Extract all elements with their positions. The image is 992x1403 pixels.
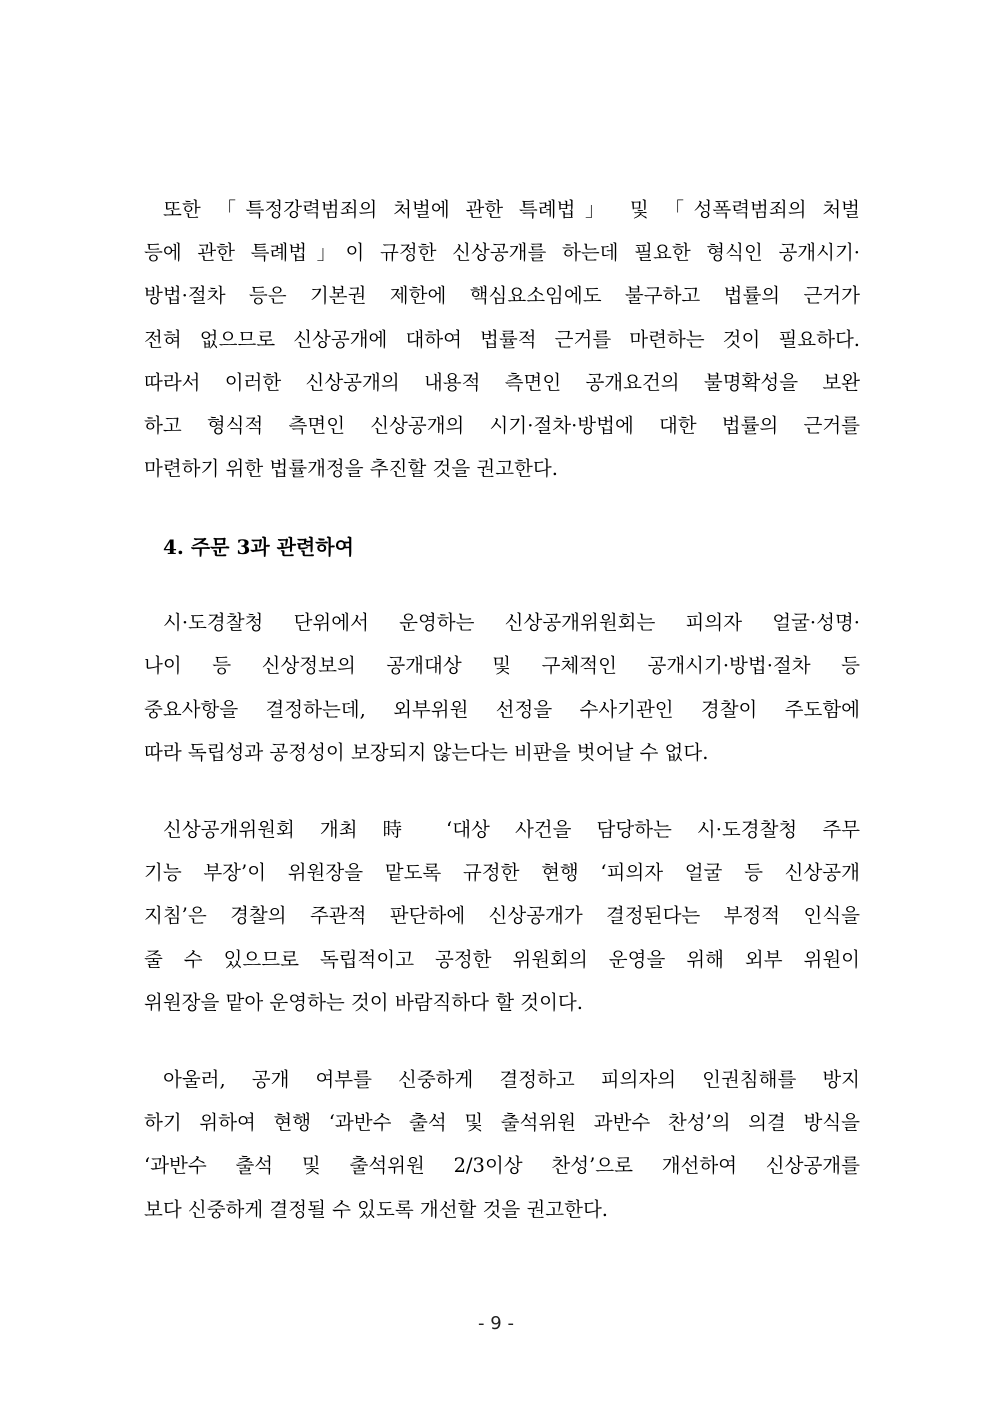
paragraph-line: 방법·절차 등은 기본권 제한에 핵심요소임에도 불구하고 법률의 근거가 <box>144 284 860 307</box>
paragraph-line: 아울러, 공개 여부를 신중하게 결정하고 피의자의 인권침해를 방지 <box>163 1068 860 1091</box>
section-heading: 4. 주문 3과 관련하여 <box>163 535 354 559</box>
paragraph-line: 신상공개위원회 개최 時 ‘대상 사건을 담당하는 시·도경찰청 주무 <box>163 818 860 841</box>
paragraph-line: 마련하기 위한 법률개정을 추진할 것을 권고한다. <box>144 457 558 480</box>
paragraph-line: 전혀 없으므로 신상공개에 대하여 법률적 근거를 마련하는 것이 필요하다. <box>144 328 860 351</box>
paragraph-line: 보다 신중하게 결정될 수 있도록 개선할 것을 권고한다. <box>144 1198 609 1221</box>
page-number: - 9 - <box>478 1313 514 1334</box>
paragraph-line: 줄 수 있으므로 독립적이고 공정한 위원회의 운영을 위해 외부 위원이 <box>144 948 860 971</box>
paragraph-line: 중요사항을 결정하는데, 외부위원 선정을 수사기관인 경찰이 주도함에 <box>144 698 860 721</box>
paragraph-line: 따라 독립성과 공정성이 보장되지 않는다는 비판을 벗어날 수 없다. <box>144 741 709 764</box>
paragraph-line: 하고 형식적 측면인 신상공개의 시기·절차·방법에 대한 법률의 근거를 <box>144 414 860 437</box>
paragraph-line: 또한 「특정강력범죄의 처벌에 관한 특례법」 및 「성폭력범죄의 처벌 <box>163 198 860 221</box>
paragraph-line: 시·도경찰청 단위에서 운영하는 신상공개위원회는 피의자 얼굴·성명· <box>163 611 860 634</box>
paragraph-line: 따라서 이러한 신상공개의 내용적 측면인 공개요건의 불명확성을 보완 <box>144 371 860 394</box>
paragraph-line: 기능 부장’이 위원장을 맡도록 규정한 현행 ‘피의자 얼굴 등 신상공개 <box>144 861 860 884</box>
paragraph-line: ‘과반수 출석 및 출석위원 2/3이상 찬성’으로 개선하여 신상공개를 <box>144 1154 860 1177</box>
paragraph-line: 지침’은 경찰의 주관적 판단하에 신상공개가 결정된다는 부정적 인식을 <box>144 904 860 927</box>
paragraph-line: 위원장을 맡아 운영하는 것이 바람직하다 할 것이다. <box>144 991 583 1014</box>
paragraph-line: 등에 관한 특례법」이 규정한 신상공개를 하는데 필요한 형식인 공개시기· <box>144 241 860 264</box>
paragraph-line: 하기 위하여 현행 ‘과반수 출석 및 출석위원 과반수 찬성’의 의결 방식을 <box>144 1111 860 1134</box>
paragraph-line: 나이 등 신상정보의 공개대상 및 구체적인 공개시기·방법·절차 등 <box>144 654 860 677</box>
